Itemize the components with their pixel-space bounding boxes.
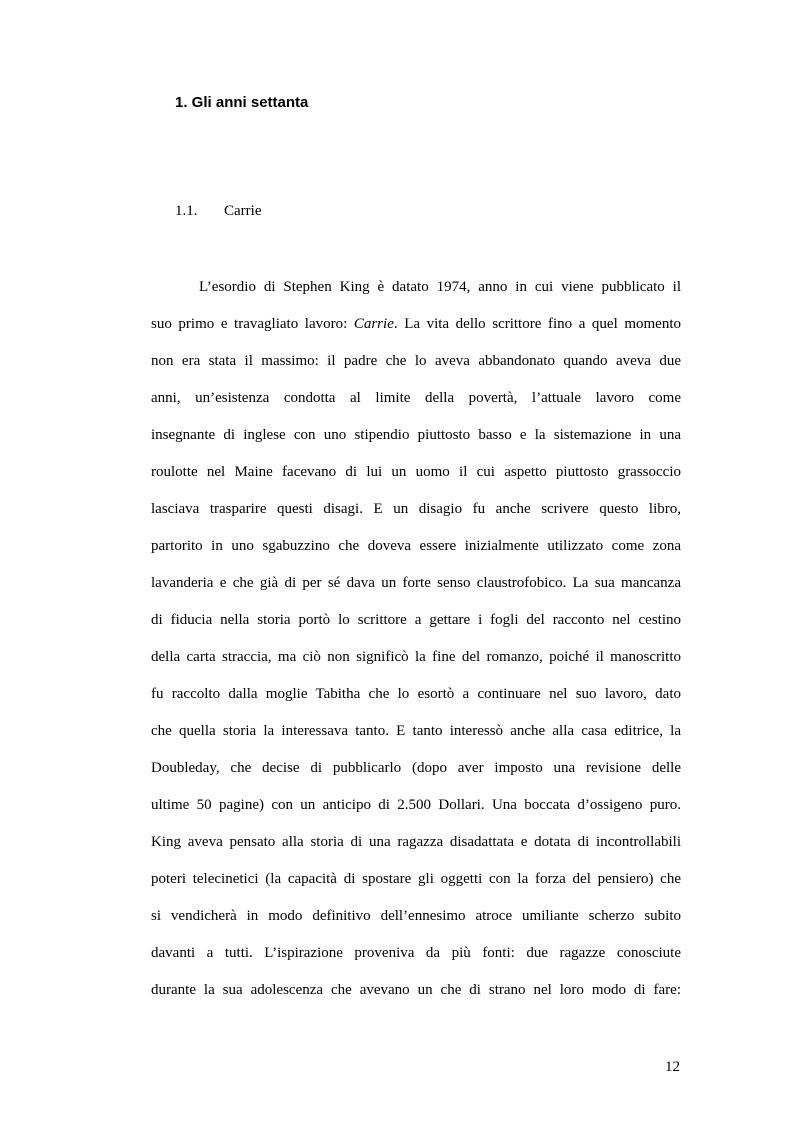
paragraph-line: di fiducia nella storia portò lo scrittore a gettare i fogli del racconto nel cestino bbox=[151, 612, 681, 628]
paragraph-line: poteri telecinetici (la capacità di spostare gli oggetti con la forza del pensiero) che bbox=[151, 871, 681, 887]
section-title: Carrie bbox=[224, 203, 262, 219]
paragraph-line: Doubleday, che decise di pubblicarlo (dopo aver imposto una revisione delle bbox=[151, 760, 681, 776]
paragraph-line: roulotte nel Maine facevano di lui un uomo il cui aspetto piuttosto grassoccio bbox=[151, 464, 681, 480]
chapter-title: 1. Gli anni settanta bbox=[175, 94, 309, 111]
paragraph-line bbox=[151, 315, 681, 352]
paragraph-line: anni, un’esistenza condotta al limite della povertà, l’attuale lavoro come bbox=[151, 390, 681, 406]
paragraph-line: si vendicherà in modo definitivo dell’ennesimo atroce umiliante scherzo subito bbox=[151, 908, 681, 924]
paragraph-line: King aveva pensato alla storia di una ragazza disadattata e dotata di incontrollabili bbox=[151, 834, 681, 850]
section-heading bbox=[175, 201, 261, 221]
body-paragraph bbox=[151, 278, 681, 1018]
paragraph-line: davanti a tutti. L’ispirazione proveniva da più fonti: due ragazze conosciute bbox=[151, 945, 681, 961]
paragraph-line: durante la sua adolescenza che avevano un che di strano nel loro modo di fare: bbox=[151, 982, 681, 998]
page-number: 12 bbox=[665, 1059, 680, 1075]
paragraph-line: L’esordio di Stephen King è datato 1974, anno in cui viene pubblicato il bbox=[199, 279, 681, 295]
paragraph-line: della carta straccia, ma ciò non significò la fine del romanzo, poiché il manoscritto bbox=[151, 649, 681, 665]
paragraph-line: partorito in uno sgabuzzino che doveva essere inizialmente utilizzato come zona bbox=[151, 538, 681, 554]
paragraph-line: non era stata il massimo: il padre che lo aveva abbandonato quando aveva due bbox=[151, 353, 681, 369]
line-text: suo primo e travagliato lavoro: bbox=[151, 316, 354, 332]
line-text: . La vita dello scrittore fino a quel momento bbox=[393, 316, 681, 332]
paragraph-line: lavanderia e che già di per sé dava un forte senso claustrofobico. La sua mancanza bbox=[151, 575, 681, 591]
paragraph-line: ultime 50 pagine) con un anticipo di 2.500 Dollari. Una boccata d’ossigeno puro. bbox=[151, 797, 681, 813]
paragraph-line: insegnante di inglese con uno stipendio piuttosto basso e la sistemazione in una bbox=[151, 427, 681, 443]
book-title-carrie: Carrie bbox=[353, 316, 394, 332]
paragraph-line: lasciava trasparire questi disagi. E un disagio fu anche scrivere questo libro, bbox=[151, 501, 681, 517]
paragraph-line: fu raccolto dalla moglie Tabitha che lo esortò a continuare nel suo lavoro, dato bbox=[151, 686, 681, 702]
paragraph-line: che quella storia la interessava tanto. E tanto interessò anche alla casa editrice, la bbox=[151, 723, 681, 739]
section-number: 1.1. bbox=[175, 203, 198, 219]
